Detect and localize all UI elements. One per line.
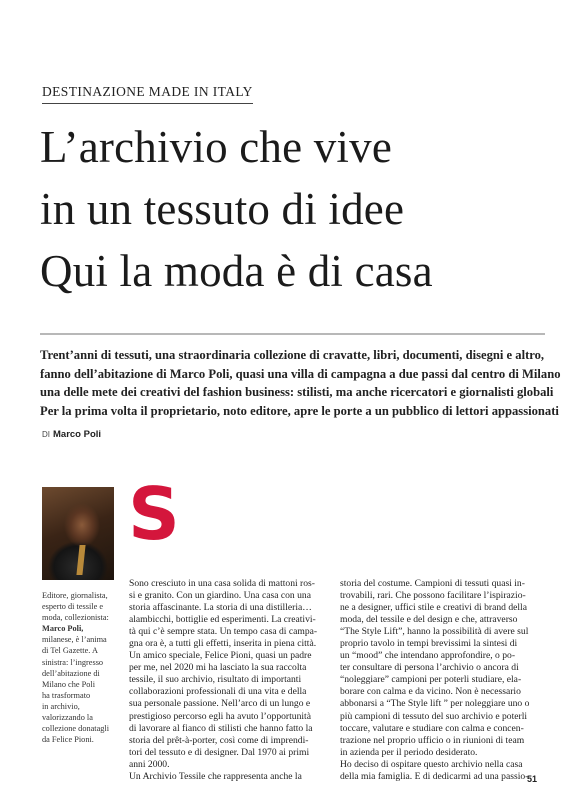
body-line: proprio tavolo in tempi brevissimi la sintesi di [340, 638, 518, 650]
body-line: alambicchi, bottiglie ed esperimenti. La creativi- [129, 614, 316, 626]
body-line: gna ora è, a tutti gli effetti, inserita in piena città. [129, 638, 317, 650]
body-line: collaborazioni professionali di una vita e della [129, 686, 307, 698]
byline [42, 429, 101, 440]
subhead-line: una delle mete dei creativi del fashion business: stilisti, ma anche ricercatori e giornalisti globali [40, 385, 554, 400]
body-line: ne a designer, uffici stile e creativi di brand della [340, 602, 527, 614]
body-line: di lavorare al fianco di stilisti che hanno fatto la [129, 722, 313, 734]
divider-rule [40, 333, 545, 335]
photo-caption [42, 590, 122, 745]
article-headline [40, 116, 560, 302]
byline-author: Marco Poli [53, 429, 102, 440]
headline-line: L’archivio che vive [40, 122, 393, 172]
caption-line: di Tel Gazette. A [42, 646, 98, 656]
caption-line: ha trasformato [42, 690, 91, 700]
article-column-1 [129, 578, 332, 783]
body-line: Ho deciso di ospitare questo archivio nella casa [340, 758, 523, 770]
portrait-photo [42, 487, 114, 580]
article-column-2 [340, 578, 543, 783]
body-line: Un Archivio Tessile che rappresenta anche la [129, 770, 302, 782]
body-line: Sono cresciuto in una casa solida di mattoni ros- [129, 578, 315, 589]
drop-cap: S [128, 472, 180, 556]
body-line: ter consultare di persona l’archivio o ancora di [340, 662, 519, 674]
body-line: storia affascinante. La storia di una distilleria… [129, 602, 312, 614]
body-line: “noleggiare” campioni per poterli studiare, ela- [340, 674, 522, 686]
caption-line: dell’abitazione di [42, 668, 100, 678]
article-subhead [40, 346, 561, 420]
subhead-line: fanno dell’abitazione di Marco Poli, quasi una villa di campagna a due passi dal centro di Milano [40, 366, 561, 381]
body-line: anni 2000. [129, 758, 170, 770]
body-line: Un amico speciale, Felice Pioni, quasi un padre [129, 650, 312, 662]
subhead-line: Per la prima volta il proprietario, noto editore, apre le porte a un pubblico di lettori appassionati [40, 403, 559, 418]
caption-line: valorizzando la [42, 713, 93, 723]
caption-line: in archivio, [42, 701, 80, 711]
body-line: della mia famiglia. E di dedicarmi ad una passio- [340, 770, 529, 782]
caption-line: Marco Poli, [42, 624, 84, 634]
headline-line: in un tessuto di idee [40, 184, 405, 234]
body-line: moda, del tessile e del design e che, attraverso [340, 614, 518, 626]
caption-line: moda, collezionista: [42, 613, 109, 623]
caption-line: Editore, giornalista, [42, 591, 108, 600]
page-number: 51 [527, 774, 538, 784]
body-line: tori del tessuto e di designer. Dal 1970 ai primi [129, 746, 310, 758]
byline-prefix: DI [42, 430, 50, 439]
body-line: borare con calma e da vicino. Non è necessario [340, 686, 521, 698]
caption-line: esperto di tessile e [42, 602, 104, 612]
body-line: per me, nel 2020 mi ha lasciato la sua raccolta [129, 662, 307, 674]
body-line: prestigioso percorso egli ha avuto l’opportunità [129, 710, 311, 722]
caption-line: sinistra: l’ingresso [42, 657, 104, 667]
body-line: “The Style Lift”, hanno la possibilità di avere sul [340, 626, 529, 638]
body-line: in azienda per il periodo desiderato. [340, 746, 478, 758]
headline-line: Qui la moda è di casa [40, 246, 433, 296]
body-line: tessile, il suo archivio, risultato di importanti [129, 674, 302, 686]
body-line: sua personale passione. Nell’arco di un lungo e [129, 698, 311, 710]
body-line: più campioni di tessuto del suo archivio e poterli [340, 710, 528, 722]
body-line: toccare, valutare e studiare con calma e concen- [340, 722, 524, 734]
section-kicker: DESTINAZIONE MADE IN ITALY [42, 84, 253, 104]
body-line: storia del prêt-à-porter, così come di imprendi- [129, 734, 309, 746]
body-line: un “mood” che intendano approfondire, o po- [340, 650, 516, 662]
body-line: storia del costume. Campioni di tessuti quasi in- [340, 578, 525, 589]
caption-line: da Felice Pioni. [42, 735, 94, 745]
body-line: trovabili, rari. Che possono facilitare l’ispirazio- [340, 590, 526, 602]
body-line: si e granito. Con un giardino. Una casa con una [129, 590, 311, 602]
caption-line: milanese, è l’anima [42, 635, 107, 645]
body-line: trazione nel proprio ufficio o in riunioni di team [340, 734, 525, 746]
body-line: tà qui c’è sempre stata. Un tempo casa di campa- [129, 626, 318, 638]
photo-detail [76, 545, 85, 575]
caption-line: collezione donatagli [42, 724, 110, 734]
body-line: abbonarsi a “The Style lift ” per noleggiare uno o [340, 698, 530, 710]
caption-line: Milano che Poli [42, 679, 96, 689]
subhead-line: Trent’anni di tessuti, una straordinaria collezione di cravatte, libri, documenti, disegni e altro, [40, 348, 545, 362]
